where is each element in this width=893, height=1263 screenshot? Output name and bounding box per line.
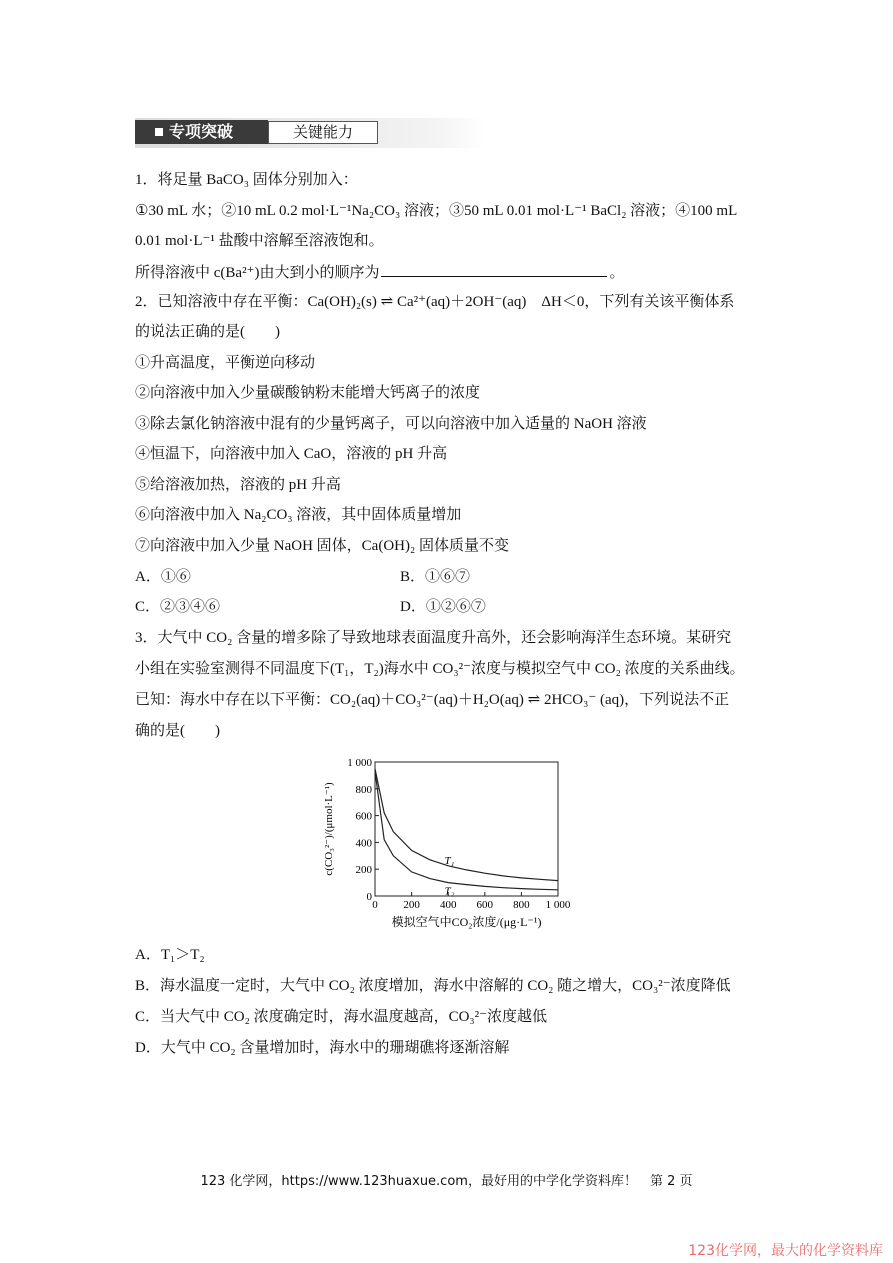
q1-question-text: 所得溶液中 c(Ba²⁺)由大到小的顺序为	[135, 265, 380, 281]
section-banner-left	[135, 120, 268, 144]
banner-right-label: 关键能力	[292, 123, 353, 141]
co3-concentration-chart	[318, 756, 578, 936]
y-tick-label: 600	[355, 810, 372, 823]
q2-item: ①升高温度，平衡逆向移动	[135, 355, 316, 371]
page-footer: 123 化学网，https://www.123huaxue.com，最好用的中学化学资料库！ 第 2 页	[200, 1174, 693, 1189]
q2-option-d[interactable]: D．①②⑥⑦	[400, 599, 486, 615]
q1-question	[135, 262, 625, 283]
q2-item: ③除去氯化钠溶液中混有的少量钙离子，可以向溶液中加入适量的 NaOH 溶液	[135, 416, 647, 432]
x-tick-label: 1 000	[545, 899, 571, 911]
y-tick-label: 800	[355, 783, 372, 796]
banner-right-box	[268, 121, 378, 144]
x-axis-label: 模拟空气中CO₂浓度/(μg·L⁻¹)	[391, 915, 542, 929]
y-tick-label: 400	[355, 837, 372, 850]
q3-equilibrium: 已知：海水中存在以下平衡：CO₂(aq)＋CO₃²⁻(aq)＋H₂O(aq) ⇌ 2HCO₃⁻ (aq)，下列说法不正	[135, 692, 730, 708]
banner-left-label: 专项突破	[169, 122, 234, 141]
series-label: T₁	[444, 854, 455, 867]
q2-item: ⑥向溶液中加入 Na₂CO₃ 溶液，其中固体质量增加	[135, 507, 462, 523]
q3-question: 确的是( )	[135, 723, 220, 739]
q3-stem-cont: 小组在实验室测得不同温度下(T₁，T₂)海水中 CO₃²⁻浓度与模拟空气中 CO₂ 浓度的关系曲线。	[135, 661, 745, 677]
q1-question-end: 。	[609, 265, 625, 281]
q2-item: ②向溶液中加入少量碳酸钠粉末能增大钙离子的浓度	[135, 385, 481, 401]
q2-option-a[interactable]: A．①⑥	[135, 569, 191, 585]
watermark: 123化学网，最大的化学资料库	[688, 1243, 883, 1259]
y-tick-label: 200	[355, 864, 372, 877]
y-axis-label: c(CO₃²⁻)/(μmol·L⁻¹)	[323, 782, 335, 876]
plot-frame	[375, 762, 558, 896]
square-bullet-icon	[155, 128, 163, 136]
q2-item: ⑤给溶液加热，溶液的 pH 升高	[135, 477, 341, 493]
x-tick-label: 400	[439, 899, 457, 911]
q2-option-c[interactable]: C．②③④⑥	[135, 599, 221, 615]
x-tick-label: 600	[476, 899, 494, 911]
q3-stem: 3．大气中 CO₂ 含量的增多除了导致地球表面温度升高外，还会影响海洋生态环境。某研究	[135, 630, 732, 646]
q3-option-a[interactable]: A．T₁＞T₂	[135, 947, 205, 963]
q2-stem: 2．已知溶液中存在平衡：Ca(OH)₂(s) ⇌ Ca²⁺(aq)＋2OH⁻(aq) ΔH＜0，下列有关该平衡体系	[135, 294, 735, 310]
q1-conditions: ①30 mL 水；②10 mL 0.2 mol·L⁻¹Na₂CO₃ 溶液；③50 mL 0.01 mol·L⁻¹ BaCl₂ 溶液；④100 mL	[135, 203, 738, 219]
x-tick-label: 0	[372, 899, 378, 911]
series-line-2	[375, 771, 558, 889]
q2-stem-cont: 的说法正确的是( )	[135, 324, 280, 340]
x-tick-label: 200	[403, 899, 420, 911]
answer-blank[interactable]	[381, 262, 607, 277]
series-label: T₂	[444, 885, 455, 898]
q1-conditions-cont: 0.01 mol·L⁻¹ 盐酸中溶解至溶液饱和。	[135, 233, 384, 249]
y-tick-label: 1 000	[347, 757, 372, 769]
y-tick-label: 0	[366, 891, 372, 903]
q2-item: ④恒温下，向溶液中加入 CaO，溶液的 pH 升高	[135, 446, 448, 462]
x-tick-label: 800	[513, 899, 530, 911]
q3-option-d[interactable]: D．大气中 CO₂ 含量增加时，海水中的珊瑚礁将逐渐溶解	[135, 1040, 510, 1056]
q1-stem: 1．将足量 BaCO₃ 固体分别加入：	[135, 172, 358, 188]
q2-option-b[interactable]: B．①⑥⑦	[400, 569, 471, 585]
q3-option-b[interactable]: B．海水温度一定时，大气中 CO₂ 浓度增加，海水中溶解的 CO₂ 随之增大，CO₃²⁻浓度降低	[135, 978, 731, 994]
q2-item: ⑦向溶液中加入少量 NaOH 固体，Ca(OH)₂ 固体质量不变	[135, 538, 509, 554]
q3-option-c[interactable]: C．当大气中 CO₂ 浓度确定时，海水温度越高，CO₃²⁻浓度越低	[135, 1009, 548, 1025]
